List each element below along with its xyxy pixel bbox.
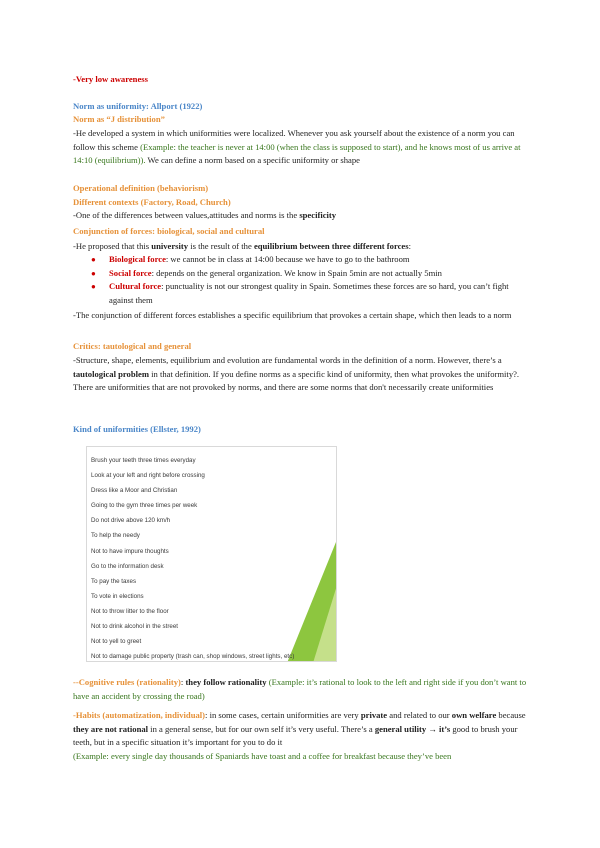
habits-paragraph: -Habits (automatization, individual): in some cases, certain uniformities are very private and related to our own welfare because they are not rational in a general sense, but for our own self it’s very useful. There’s a general utility → it’s good to brush your teeth, but in a specific situation it’s important for you to do it (73, 710, 526, 748)
operational-paragraph: -One of the differences between values,attitudes and norms is the specificity (73, 210, 337, 220)
slide-item: Not to drink alcohol in the street (91, 623, 179, 631)
bullet-icon: ● (91, 282, 96, 292)
habits-example: (Example: every single day thousands of Spaniards have toast and a coffee for breakfast because they’ve been (73, 751, 452, 761)
operational-subtitle: Different contexts (Factory, Road, Church) (73, 197, 231, 207)
slide-item: Not to damage public property (trash can, shop windows, street lights, etc) (91, 653, 295, 661)
slide-list (91, 453, 294, 662)
uniformities-slide-image (86, 446, 337, 662)
allport-paragraph: -He developed a system in which uniformities were localized. Whenever you ask yourself about the existence of a norm you can follow this scheme (Example: the teacher is never at 14:00 (when the class is supposed to start), and he knows most of us arrive at 14:10 (equilibrium)). We can define a norm based on a specific uniformity or shape (73, 128, 521, 166)
conjunction-outro: -The conjunction of different forces establishes a specific equilibrium that provokes a certain shape, which then leads to a norm (73, 310, 512, 320)
operational-title: Operational definition (behaviorism) (73, 183, 209, 193)
slide-item: Dress like a Moor and Christian (91, 487, 178, 495)
bullet-icon: ● (91, 268, 96, 278)
kinds-title: Kind of uniformities (Ellster, 1992) (73, 424, 201, 434)
allport-title: Norm as uniformity: Allport (1922) (73, 101, 203, 111)
slide-item: Look at your left and right before crossing (91, 472, 205, 480)
heading-low-awareness: -Very low awareness (73, 74, 148, 84)
list-item: ● Cultural force: punctuality is not our strongest quality in Spain. Sometimes these forces are so hard, you can’t fight against them (91, 281, 509, 305)
allport-subtitle: Norm as “J distribution” (73, 114, 165, 124)
conjunction-intro: -He proposed that this university is the result of the equilibrium between three different forces: (73, 241, 411, 251)
slide-item: To help the needy (91, 532, 140, 540)
slide-item: Do not drive above 120 km/h (91, 517, 171, 525)
conjunction-title: Conjunction of forces: biological, social and cultural (73, 226, 265, 236)
critics-title: Critics: tautological and general (73, 341, 192, 351)
allport-example: (Example: the teacher is never at 14:00 (when the class is supposed to start), and he knows most of us arrive at 14:10 (equilibrium)). (73, 141, 521, 166)
slide-item: Not to have impure thoughts (91, 547, 169, 555)
slide-item: To vote in elections (91, 592, 144, 600)
slide-item: Go to the information desk (91, 562, 164, 570)
list-item: ● Social force: depends on the general organization. We know in Spain 5min are not actually 5min (89, 267, 528, 281)
slide-item: Not to throw litter to the floor (91, 607, 169, 615)
slide-item: Brush your teeth three times everyday (91, 457, 196, 464)
slide-item: To pay the taxes (91, 577, 137, 585)
bullet-icon: ● (91, 255, 96, 264)
slide-item: Not to yell to greet (91, 638, 142, 646)
forces-list (73, 253, 528, 307)
list-item: ● Biological force: we cannot be in class at 14:00 because we have to go to the bathroom (89, 253, 528, 267)
critics-paragraph: -Structure, shape, elements, equilibrium and evolution are fundamental words in the definition of a norm. However, there’s a tautological problem in that definition. If you define norms as a specific kind of uniformity, then what provokes the uniformity?. There are uniformities that are not provoked by norms, and there are some norms that don't necessarily create uniformities (73, 355, 520, 393)
cognitive-paragraph: --Cognitive rules (rationality): they follow rationality (Example: it’s rational to look to the left and right side if you don’t want to have an accident by crossing the road) (73, 677, 527, 701)
slide-item: Going to the gym three times per week (91, 502, 198, 510)
